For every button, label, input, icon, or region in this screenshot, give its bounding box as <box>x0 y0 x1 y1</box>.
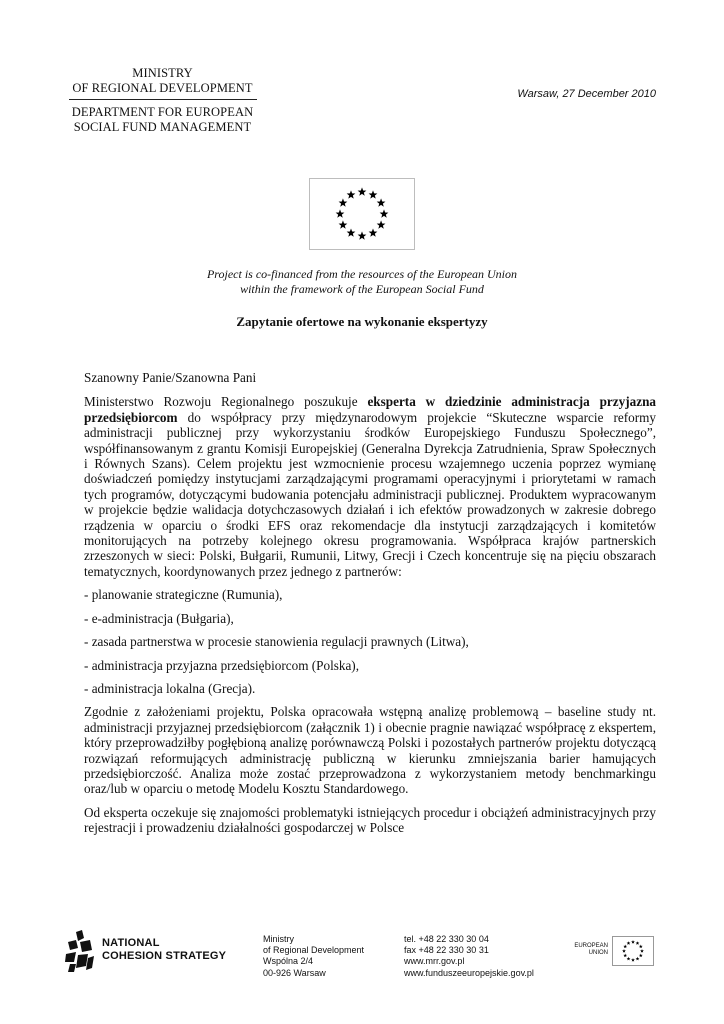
eu-star-icon <box>358 231 367 239</box>
eu-star-icon <box>347 190 356 198</box>
greeting: Szanowny Panie/Szanowna Pani <box>84 370 257 385</box>
ministry-name-line2: OF REGIONAL DEVELOPMENT <box>72 81 253 95</box>
list-item: - administracja przyjazna przedsiębiorcom (Polska), <box>84 657 359 673</box>
letter-body <box>84 360 656 844</box>
eu-label-line1: EUROPEAN <box>574 943 608 949</box>
footer-address <box>263 934 364 979</box>
eu-star-icon <box>339 220 348 228</box>
eu-star-icon <box>377 220 386 228</box>
footer-phone: tel. +48 22 330 30 04 <box>404 934 489 944</box>
cofinancing-line2: within the framework of the European Social Fund <box>240 282 484 296</box>
expert-field-highlight: eksperta w dziedzinie administracja przyjazna przedsiębiorcom <box>84 394 656 425</box>
eu-star-icon <box>622 949 626 953</box>
eu-star-icon <box>358 187 367 195</box>
footer-fax: fax +48 22 330 30 31 <box>404 945 489 956</box>
eu-star-icon <box>339 198 348 206</box>
list-item: - zasada partnerstwa w procesie stanowienia regulacji prawnych (Litwa), <box>84 634 469 650</box>
eu-star-icon <box>623 945 627 949</box>
eu-star-icon <box>369 228 378 236</box>
eu-star-icon <box>639 954 643 958</box>
eu-star-icon <box>639 945 643 949</box>
cohesion-logo-line1: NATIONAL <box>102 937 160 949</box>
paragraph-intro-start: Ministerstwo Rozwoju Regionalnego poszukuje <box>84 394 368 410</box>
eu-star-icon <box>380 209 389 217</box>
eu-star-icon <box>336 209 345 217</box>
eu-star-icon <box>627 941 631 945</box>
list-item: - e-administracja (Bułgaria), <box>84 610 234 626</box>
footer-funds-website-link[interactable]: www.funduszeeuropejskie.gov.pl <box>404 967 534 978</box>
eu-star-icon <box>640 949 644 953</box>
paragraph-analysis: Zgodnie z założeniami projektu, Polska opracowała wstępną analizę problemową – baseline study nt. administracji przyjaznej przedsiębiorcom (załącznik 1) i obecnie pragnie nawiązać współpracę z ekspertem, który przeprowadziłby pogłębioną analizę porównawczą Polski i pozostałych partnerów projektu dotyczącą rozwiązań reformujących administrację publiczną w kierunku zmniejszania barier hamujących przedsiębiorczość. Analiza może zostać przeprowadzona z wykorzystaniem metody benchmarkingu oraz/lub w oparciu o metodę Modelu Kosztu Standardowego. <box>84 704 656 797</box>
eu-star-icon <box>631 940 635 944</box>
footer-address-line: 00-926 Warsaw <box>263 967 326 978</box>
paragraph-intro-rest: do współpracy przy międzynarodowym projekcie “Skuteczne wsparcie reformy administracji publicznej przy wykorzystaniu środków Europejskiego Funduszu Społecznego”, współfinansowanym z grantu Komisji Europejskiej (Generalna Dyrekcja Zatrudnienia, Spraw Społecznych i Równych Szans). Celem projektu jest wzmocnienie procesu wzajemnego uczenia poprzez wymianę doświadczeń pomiędzy instytucjami zarządzającymi programami operacyjnymi i priorytetami w ramach tych programów, dotyczącymi budowania potencjału administracji publicznej. Produktem wypracowanym w projekcie będzie walidacja dotychczasowych działań i ich efektów prowadzonych w zakresie dobrego rządzenia w oparciu o środki EFS oraz rekomendacje dla instytucji zarządzających i komitetów monitorujących na potrzeby kolejnego okresu programowania. Współpraca krajów partnerskich zrzeszonych w sieci: Polski, Bułgarii, Rumunii, Litwy, Grecji i Czech koncentruje się na pięciu obszarach tematycznych, koordynowanych przez jednego z partnerów: <box>84 409 656 579</box>
footer-address-line: Wspólna 2/4 <box>263 956 314 967</box>
list-item: - planowanie strategiczne (Rumunia), <box>84 587 283 603</box>
cohesion-logo-text <box>102 937 226 962</box>
cohesion-logo-line2: COHESION STRATEGY <box>102 949 227 962</box>
letterhead-divider <box>69 99 257 100</box>
eu-star-icon <box>631 958 635 962</box>
paragraph-expectations: Od eksperta oczekuje się znajomości problematyki istniejących procedur i obciążeń administracyjnych przy rejestracji i prowadzeniu działalności gospodarczej w Polsce <box>84 804 656 836</box>
eu-star-icon <box>623 954 627 958</box>
eu-small-flag-icon <box>612 936 654 966</box>
eu-label <box>574 943 608 957</box>
department-name-line1: DEPARTMENT FOR EUROPEAN <box>71 105 254 119</box>
list-item: - administracja lokalna (Grecja). <box>84 680 256 696</box>
eu-star-icon <box>627 957 631 961</box>
paragraph-intro <box>84 394 656 579</box>
footer-address-line: Ministry <box>263 934 294 944</box>
ministry-letterhead <box>60 66 265 135</box>
letter-subject: Zapytanie ofertowe na wykonanie ekspertyzy <box>236 314 488 329</box>
eu-star-icon <box>636 957 640 961</box>
eu-flag-icon <box>309 178 415 250</box>
ministry-name-line1: MINISTRY <box>132 66 193 80</box>
eu-star-icon <box>369 190 378 198</box>
eu-star-icon <box>347 228 356 236</box>
footer-contact <box>404 934 534 979</box>
department-name-line2: SOCIAL FUND MANAGEMENT <box>73 120 252 134</box>
footer-address-line: of Regional Development <box>263 945 365 956</box>
cohesion-logo-mark-icon <box>62 928 102 974</box>
eu-label-line2: UNION <box>588 950 608 956</box>
eu-star-icon <box>377 198 386 206</box>
cofinancing-line1: Project is co-financed from the resources of the European Union <box>206 267 518 281</box>
footer-website-link[interactable]: www.mrr.gov.pl <box>404 956 465 967</box>
eu-star-icon <box>636 941 640 945</box>
letter-date: Warsaw, 27 December 2010 <box>517 88 656 100</box>
cofinancing-note <box>0 267 724 297</box>
